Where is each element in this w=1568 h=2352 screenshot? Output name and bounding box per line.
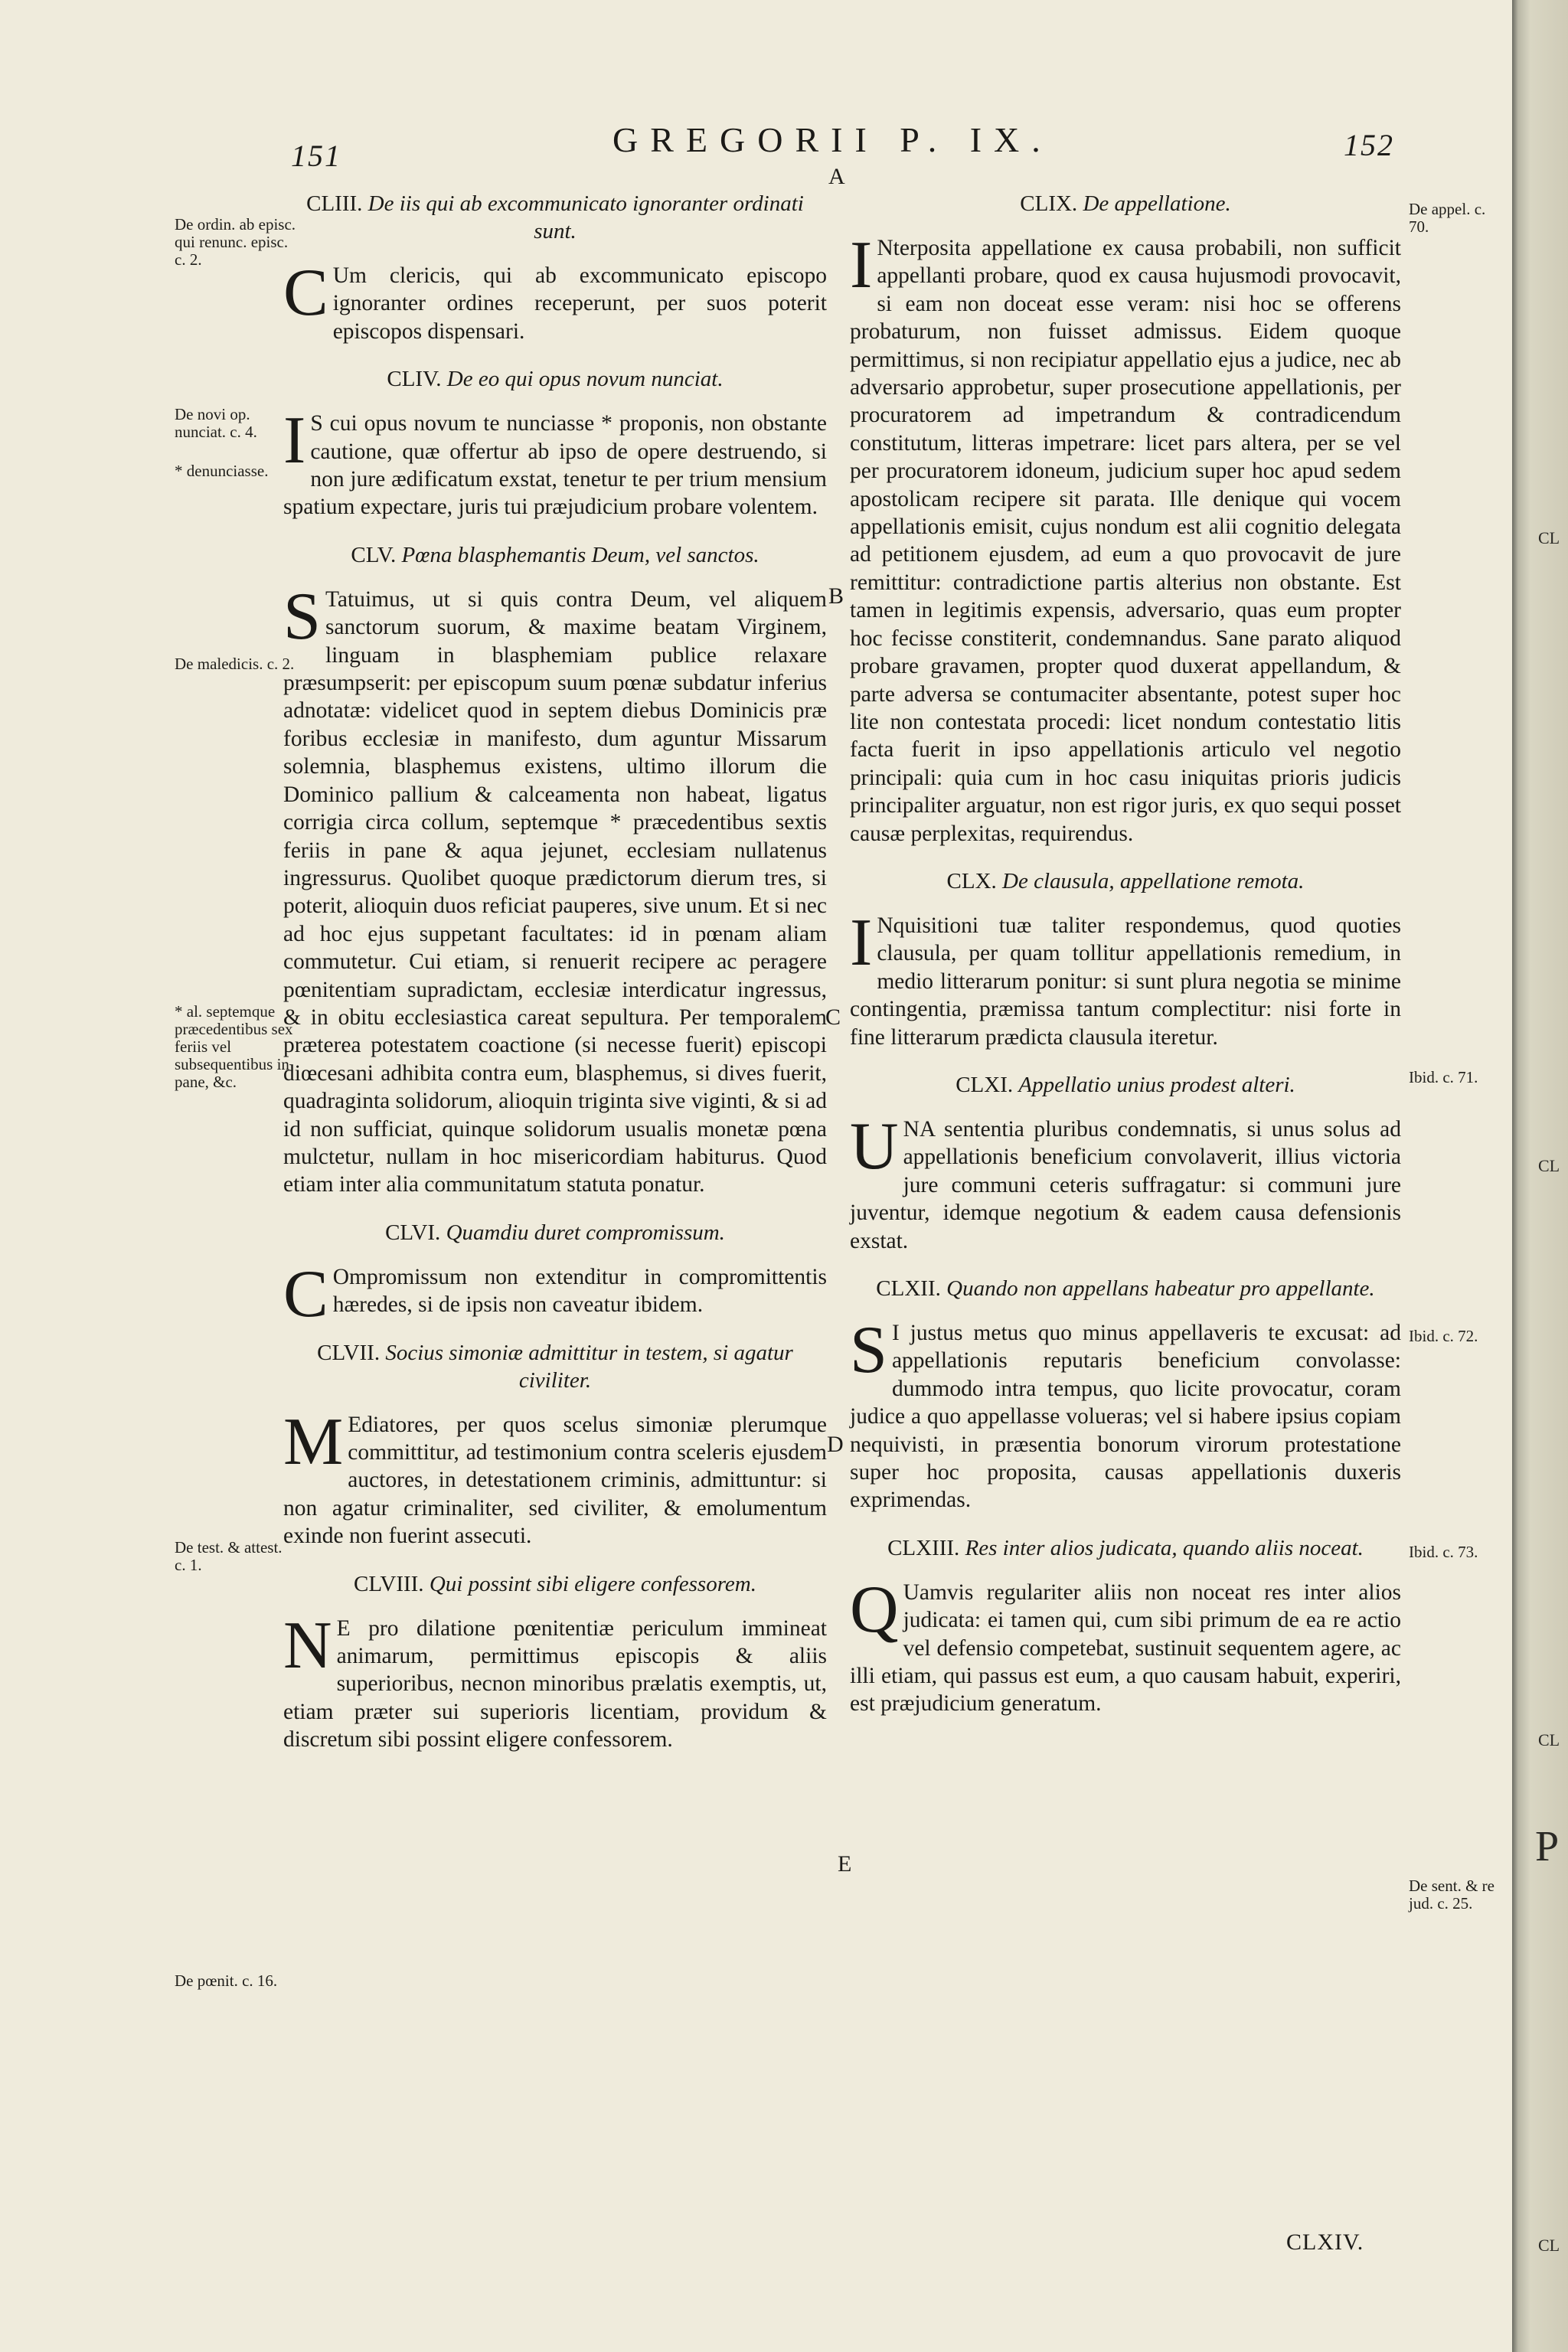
gutter-letter: D [827, 1432, 844, 1457]
catchword: CLXIV. [1286, 2230, 1364, 2255]
chapter-heading: CLIII. De iis qui ab excommunicato ignoranter ordinati sunt. [306, 191, 804, 243]
margin-note: De ordin. ab episc. qui renunc. episc. c. 2. [175, 215, 296, 269]
right-column [850, 190, 1401, 1738]
margin-note: Ibid. c. 72. [1409, 1327, 1478, 1345]
margin-note: De pœnit. c. 16. [175, 1971, 278, 1990]
chapter-text: STatuimus, ut si quis contra Deum, vel aliquem sanctorum suorum, & maxime beatam Virginem, linguam in blasphemiam publice relaxare præsumpserit: per episcopum suum pœnæ subdatur inferius adnotatæ: videlicet quod in septem diebus Dominicis præ foribus ecclesiæ in manifesto, dum aguntur Missarum solemnia, blasphemus existens, ultimo illorum die Dominico pallium & calceamenta non habeat, ligatus corrigia circa collum, septemque * præcedentibus sextis feriis in pane & aqua jejunet, ecclesiam nullatenus ingressurus. Quolibet quoque prædictorum dierum tres, si poterit, alioquin duos reficiat pauperes, sive unum. Et si nec ad hoc ejus suppetant facultates: id in pœnam aliam commutetur. Cui etiam, si renuerit recipere ac peragere pœnitentiam supradictam, ecclesiæ interdicatur ingressus, & in obitu ecclesiastica careat sepultura. Per temporalem præterea potestatem coactione (si necesse fuerit) episcopi diœcesani adhibita contra eum, blasphemus, si dives fuerit, quadraginta solidorum, alioquin triginta sive viginti, & si ad id non sufficiat, quinque solidorum usualis monetæ pœna mulctetur, nullam in hoc misericordiam habiturus. Quod etiam inter alia communitatum statuta ponatur. [283, 579, 827, 1197]
gutter-letter: C [825, 1004, 841, 1030]
margin-note: De novi op. nunciat. c. 4. [175, 405, 257, 441]
chapter-heading: CLIV. De eo qui opus novum nunciat. [387, 367, 724, 392]
gutter-letter: B [828, 583, 844, 609]
chapter-text: IS cui opus novum te nunciasse * proponis, non obstante cautione, quæ offertur ab ipso de opere destruendo, si non jure ædificatum exstat, tenetur te per trium mensium spatium expectare, juris tui præjudicium probare volentem. [283, 403, 827, 520]
margin-note: De sent. & re jud. c. 25. [1409, 1877, 1494, 1913]
left-page-number: 151 [291, 139, 341, 173]
chapter-text: INterposita appellatione ex causa probabili, non sufficit appellanti probare, quod ex causa hujusmodi provocavit, si eam non doceat esse veram: nisi hoc se offerens probaturum, non fuisset admissus. Eidem quoque permittimus, si non recipiatur appellatio ejus a judice, nec ab adversario approbetur, super prosecutione appellationis, per procuratorem ad impetrandum & contradicendum constitutum, litteras impetrare: licet pars altera, per se vel per procuratorem idoneum, judicium super hoc apud sedem apostolicam recipere sit parata. Ille denique qui vocem appellationis emisit, cujus nondum est alii cognitio delegata ad petitionem ejusdem, ad eum a quo provocavit de jure remittitur: contradictione partis alterius non obstante. Est tamen in legitimis expensis, adversario, quas eum propter hoc fecisse constiterit, condemnandus. Sane parato aliquod probare gravamen, propter quod duxerat appellandum, & parte adversa se contumaciter absentante, potest super hoc lite non contestata procedi: licet nondum contestatio litis facta fuerit in ipso appellationis articulo vel negotio principali: quia cum in hoc casu iniquitas prioris judicis principaliter arguatur, non est rigor juris, ex quo sequi posset causæ perplexitas, requirendus. [850, 228, 1401, 846]
chapter-heading: CLVI. Quamdiu duret compromissum. [385, 1220, 725, 1245]
chapter-section [850, 190, 1401, 848]
margin-note: Ibid. c. 73. [1409, 1543, 1478, 1561]
chapter-section [283, 1570, 827, 1754]
chapter-section [283, 190, 827, 345]
chapter-heading: CLXII. Quando non appellans habeatur pro appellante. [876, 1276, 1375, 1301]
chapter-heading: CLV. Pœna blasphemantis Deum, vel sanctos. [351, 542, 760, 567]
running-title: GREGORII P. IX. [612, 120, 1053, 159]
chapter-section [283, 541, 827, 1199]
edge-fragment: CL [1538, 2236, 1560, 2255]
chapter-text: CUm clericis, qui ab excommunicato episcopo ignoranter ordines receperunt, per suos poterit episcopos dispensari. [283, 256, 827, 344]
chapter-section [283, 1339, 827, 1550]
chapter-text: INquisitioni tuæ taliter respondemus, quod quoties clausula, per quam tollitur appellationis remedium, in medio litterarum ponitur: si sunt plura negotia se minime contingentia, præmissa tantum complectitur: nisi forte in fine litterarum prædicta clausula iteretur. [850, 905, 1401, 1050]
chapter-heading: CLXIII. Res inter alios judicata, quando aliis noceat. [887, 1535, 1364, 1560]
chapter-section [850, 1275, 1401, 1514]
chapter-section [850, 867, 1401, 1051]
chapter-heading: CLIX. De appellatione. [1020, 191, 1231, 216]
facing-page-edge [1512, 0, 1568, 2352]
chapter-section [850, 1534, 1401, 1718]
edge-fragment: CL [1538, 1730, 1560, 1749]
margin-note: Ibid. c. 71. [1409, 1068, 1478, 1086]
chapter-section [283, 365, 827, 521]
chapter-heading: CLXI. Appellatio unius prodest alteri. [956, 1072, 1295, 1097]
margin-note: De appel. c. 70. [1409, 200, 1486, 236]
edge-fragment: CL [1538, 528, 1560, 547]
chapter-text: UNA sententia pluribus condemnatis, si unus solus ad appellationis beneficium convolaverit, illius victoria jure communi ceteris suffragatur: si communi jure juventur, idemque negotium & eadem causa defensionis exstat. [850, 1109, 1401, 1253]
margin-note: * denunciasse. [175, 462, 269, 480]
chapter-text: NE pro dilatione pœnitentiæ periculum immineat animarum, permittimus episcopis & aliis superioribus, necnon minoribus prælatis exemptis, ut, etiam præter sui superioris licentiam, providum & discretum sibi possint eligere confessorem. [283, 1608, 827, 1753]
chapter-text: QUamvis regulariter aliis non noceat res inter alios judicata: ei tamen qui, cum sibi primum de ea re actio vel defensio competebat, sustinuit sequentem agere, ac illi etiam, qui passus est eum, a quo causam habuit, experiri, est præjudicium generatum. [850, 1572, 1401, 1717]
chapter-section [283, 1219, 827, 1331]
right-page-number: 152 [1344, 128, 1394, 162]
chapter-heading: CLVII. Socius simoniæ admittitur in testem, si agatur civiliter. [317, 1340, 793, 1393]
left-column [283, 190, 827, 1774]
chapter-text: SI justus metus quo minus appellaveris te excusat: ad appellationis reputaris beneficium convolasse: dummodo intra tempus, quo licite provocatur, coram judice a quo appellasse volueras; vel si habere ipsius copiam nequivisti, in præsentia bonorum virorum protestatione super hoc proposita, causas appellationis duxeris exprimendas. [850, 1313, 1401, 1513]
margin-note: De test. & attest. c. 1. [175, 1538, 283, 1574]
chapter-text: COmpromissum non extenditur in compromittentis hæredes, si de ipsis non caveatur ibidem. [283, 1256, 827, 1331]
margin-note: * al. septemque præcedentibus sex feriis vel subsequentibus in pane, &c. [175, 1002, 293, 1091]
running-header [0, 115, 1512, 176]
gutter-letter: E [838, 1851, 852, 1877]
chapter-heading: CLVIII. Qui possint sibi eligere confessorem. [354, 1571, 756, 1596]
edge-fragment: P [1535, 1823, 1560, 1870]
chapter-text: MEdiatores, per quos scelus simoniæ plerumque committitur, ad testimonium contra sceleris ejusdem auctores, in detestationem criminis, admittuntur: si non agatur criminaliter, sed civiliter, & emolumentum exinde non fuerint assecuti. [283, 1404, 827, 1549]
edge-fragment: CL [1538, 1156, 1560, 1175]
chapter-section [850, 1071, 1401, 1255]
gutter-letter: A [828, 164, 845, 189]
chapter-heading: CLX. De clausula, appellatione remota. [946, 868, 1305, 893]
margin-note: De maledicis. c. 2. [175, 655, 295, 673]
